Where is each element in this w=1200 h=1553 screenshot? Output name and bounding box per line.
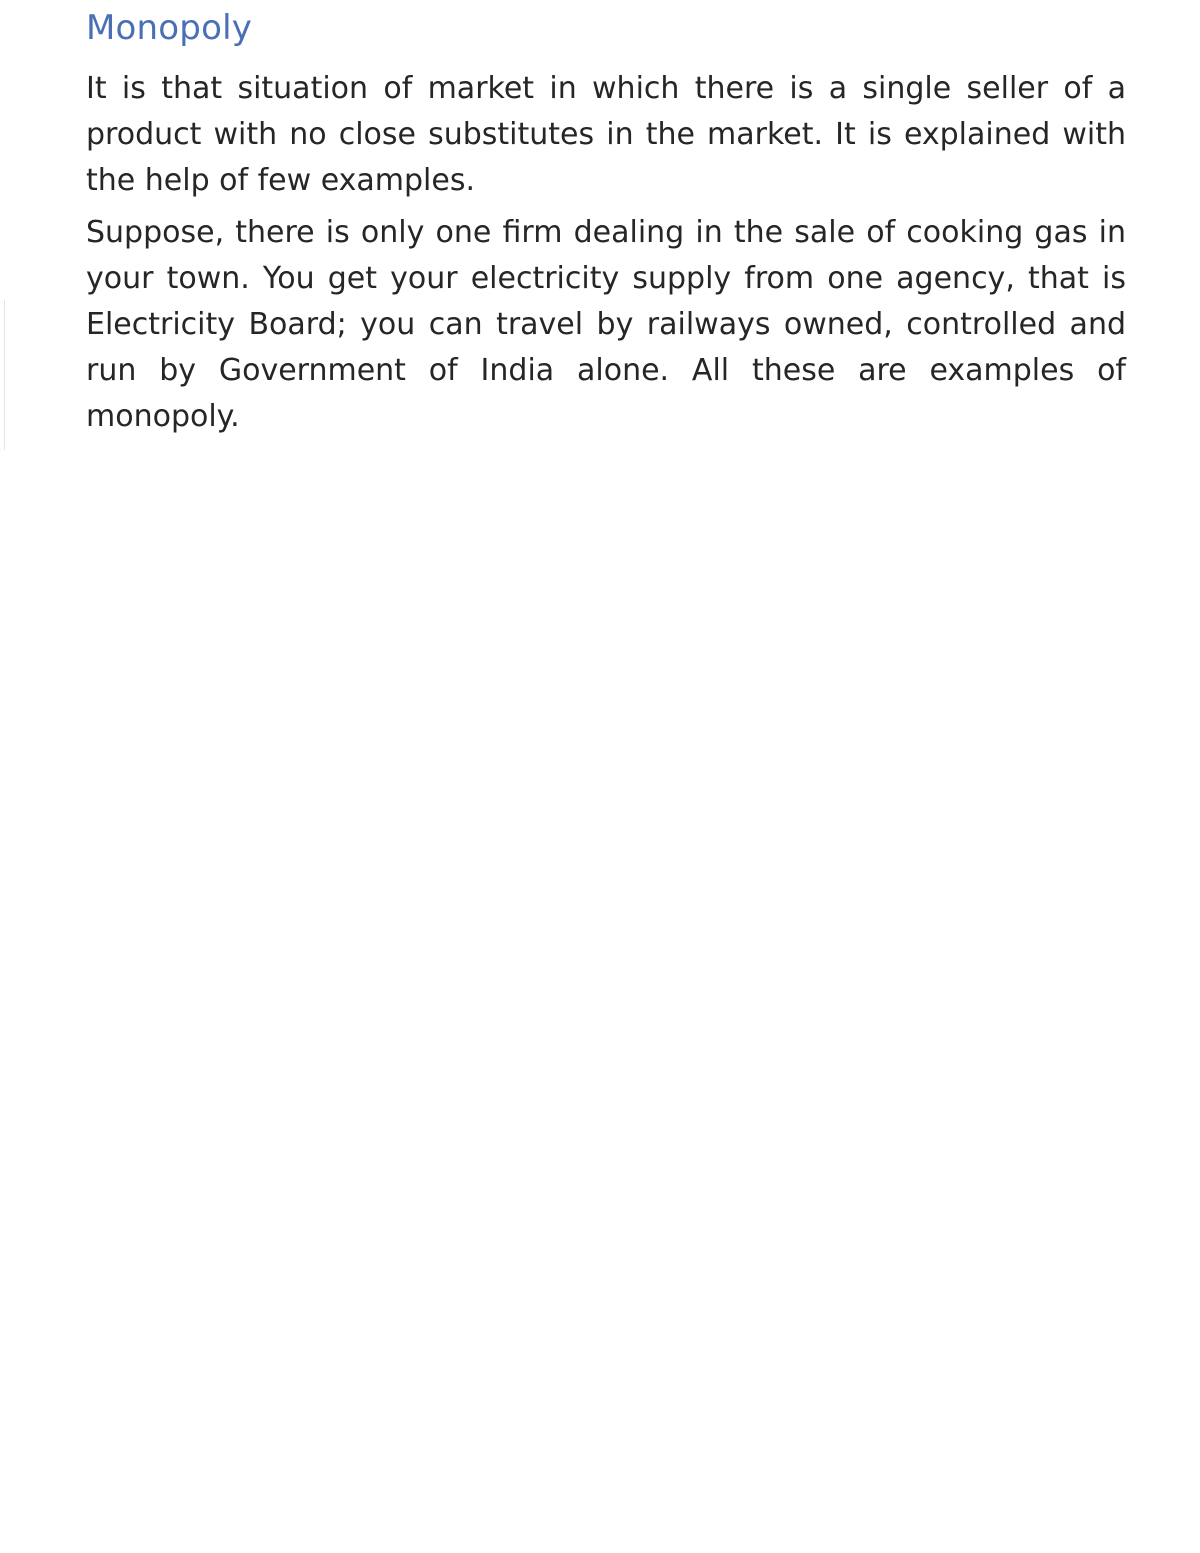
- section-heading: Monopoly: [86, 8, 253, 48]
- definition-paragraph: It is that situation of market in which there is a single seller of a product with no close substitutes in the market. It is explained with the help of few examples.: [86, 71, 1126, 198]
- section-content: [86, 8, 1126, 440]
- examples-paragraph: Suppose, there is only one firm dealing in the sale of cooking gas in your town. You get your electricity supply from one agency, that is Electricity Board; you can travel by railways owned, controlled and run by Government of India alone. All these are examples of monopoly.: [86, 215, 1126, 434]
- scan-edge-mark: [4, 300, 5, 450]
